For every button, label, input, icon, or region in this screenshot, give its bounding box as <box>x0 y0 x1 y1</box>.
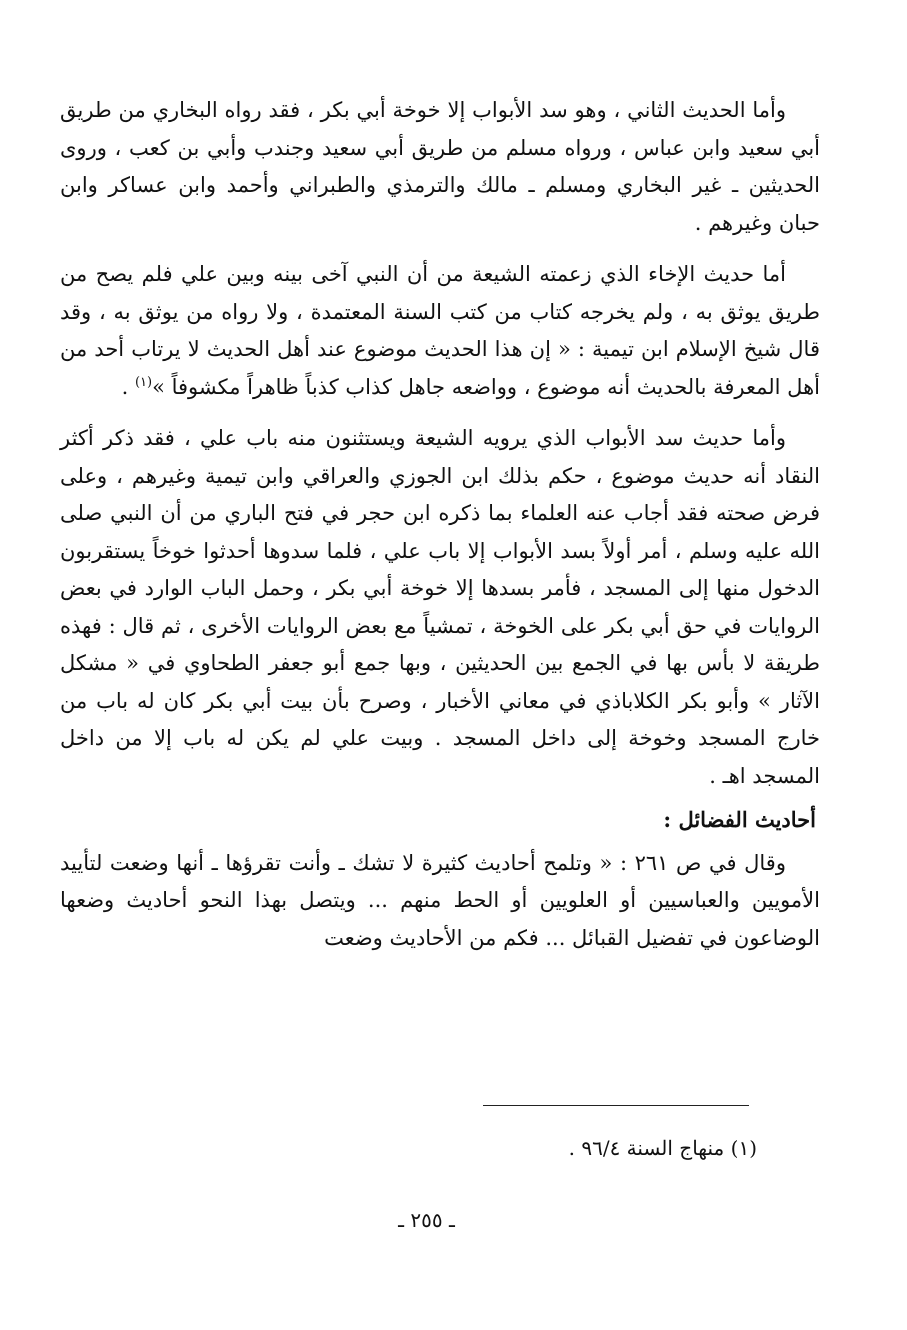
paragraph-shia-narration: وأما حديث سد الأبواب الذي يرويه الشيعة ويستثنون منه باب علي ، فقد ذكر أكثر النقاد أنه حديث موضوع ، حكم بذلك ابن الجوزي والعراقي وابن تيمية وغيرهم ، وعلى فرض صحته فقد أجاب عنه العلماء بما ذكره ابن حجر في فتح الباري من أن النبي صلى الله عليه وسلم ، أمر أولاً بسد الأبواب إلا باب علي ، فلما سدوها أحدثوا خوخاً يستقربون الدخول منها إلى المسجد ، فأمر بسدها إلا خوخة أبي بكر ، وحمل الباب الوارد في بعض الروايات في حق أبي بكر على الخوخة ، تمشياً مع بعض الروايات الأخرى ، ثم قال : فهذه طريقة لا بأس بها في الجمع بين الحديثين ، وبها جمع أبو جعفر الطحاوي في « مشكل الآثار » وأبو بكر الكلاباذي في معاني الأخبار ، وصرح بأن بيت أبي بكر كان له باب من خارج المسجد وخوخة إلى داخل المسجد . وبيت علي لم يكن له باب إلا من داخل المسجد اهـ . <box>60 426 820 788</box>
footnote-reference: (١) <box>134 374 153 390</box>
paragraph-hadith-al-ikha <box>60 256 820 406</box>
paragraph-hadith-sadd-al-abwab: وأما الحديث الثاني ، وهو سد الأبواب إلا خوخة أبي بكر ، فقد رواه البخاري من طريق أبي سعيد وابن عباس ، ورواه مسلم من طريق أبي سعيد وجندب وأبي بن كعب ، وروى الحديثين ـ غير البخاري ومسلم ـ مالك والترمذي والطبراني وأحمد وابن عساكر وابن حبان وغيرهم . <box>60 98 820 235</box>
page-number: ـ ٢٥٥ ـ <box>398 1208 455 1232</box>
footnote-divider <box>483 1105 749 1106</box>
paragraph-hadith-al-ikha-text: أما حديث الإخاء الذي زعمته الشيعة من أن النبي آخى بينه وبين علي فلم يصح من طريق يوثق به ، ولم يخرجه كتاب من كتب السنة المعتمدة ، ولا رواه من يوثق به ، وقد قال شيخ الإسلام ابن تيمية : « إن هذا الحديث موضوع عند أهل الحديث لا يرتاب أحد من أهل المعرفة بالحديث أنه موضوع ، وواضعه جاهل كذاب كذباً ظاهراً مكشوفاً » <box>60 262 820 399</box>
paragraph-fadail-quote: وقال في ص ٢٦١ : « وتلمح أحاديث كثيرة لا تشك ـ وأنت تقرؤها ـ أنها وضعت لتأييد الأمويين والعباسيين أو العلويين أو الحط منهم ... ويتصل بهذا النحو أحاديث وضعها الوضاعون في تفضيل القبائل ... فكم من الأحاديث وضعت <box>60 850 820 950</box>
footnote: (١) منهاج السنة ٩٦/٤ . <box>568 1136 757 1160</box>
page-body <box>60 92 820 957</box>
paragraph-end-mark: . <box>121 374 135 399</box>
section-heading: أحاديث الفضائل : <box>663 807 816 832</box>
